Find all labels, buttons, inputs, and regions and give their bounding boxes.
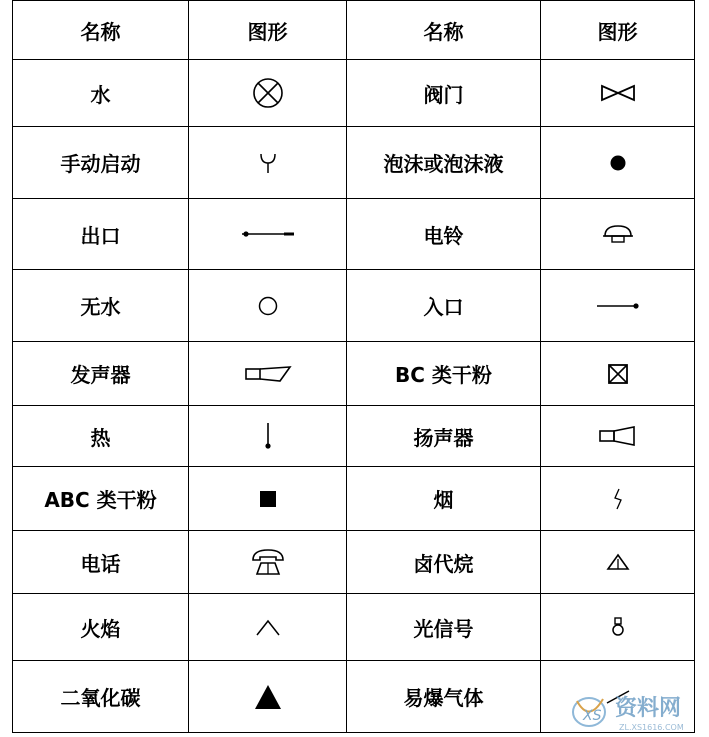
valve-icon: [600, 84, 636, 102]
y-fork-icon: [258, 151, 278, 175]
row-name-explosive-gas: 易爆气体: [347, 661, 541, 733]
symbol-table: [12, 0, 695, 733]
row-name-co2: 二氧化碳: [13, 661, 189, 733]
row-name-light-signal: 光信号: [347, 594, 541, 661]
watermark-logo: [569, 689, 707, 735]
filled-dot-icon: [609, 154, 627, 172]
filled-triangle-icon: [253, 683, 283, 711]
row-name-abc-powder: ABC 类干粉: [13, 467, 189, 531]
header-shape-2: 图形: [541, 1, 695, 60]
telephone-icon: [250, 547, 286, 577]
table-row: [13, 594, 695, 661]
row-name-sounder: 发声器: [13, 342, 189, 406]
table-row: [13, 467, 695, 531]
row-name-speaker: 扬声器: [347, 406, 541, 467]
row-name-smoke: 烟: [347, 467, 541, 531]
header-shape-1: 图形: [189, 1, 347, 60]
speaker-icon: [598, 426, 638, 446]
table-row: [13, 342, 695, 406]
header-row: [13, 1, 695, 60]
table-row: [13, 60, 695, 127]
row-name-no-water: 无水: [13, 270, 189, 342]
row-name-bc-powder: BC 类干粉: [347, 342, 541, 406]
row-name-manual-start: 手动启动: [13, 127, 189, 199]
circle-cross-icon: [251, 76, 285, 110]
table-row: [13, 127, 695, 199]
svg-text:XS: XS: [583, 708, 602, 724]
inlet-line-icon: [595, 301, 641, 311]
thermometer-icon: [263, 421, 273, 451]
table-row: [13, 531, 695, 594]
row-name-bell: 电铃: [347, 199, 541, 270]
square-cross-icon: [607, 363, 629, 385]
row-name-outlet: 出口: [13, 199, 189, 270]
sounder-icon: [244, 365, 292, 383]
caret-up-icon: [254, 617, 282, 637]
row-name-telephone: 电话: [13, 531, 189, 594]
table-row: [13, 199, 695, 270]
row-name-valve: 阀门: [347, 60, 541, 127]
row-name-foam: 泡沫或泡沫液: [347, 127, 541, 199]
row-name-water: 水: [13, 60, 189, 127]
table-row: [13, 406, 695, 467]
row-name-inlet: 入口: [347, 270, 541, 342]
header-name-1: 名称: [13, 1, 189, 60]
watermark-text: 资料网: [615, 696, 682, 721]
light-signal-icon: [610, 616, 626, 638]
row-name-halon: 卤代烷: [347, 531, 541, 594]
outlet-line-icon: [240, 229, 296, 239]
empty-circle-icon: [257, 295, 279, 317]
row-name-flame: 火焰: [13, 594, 189, 661]
triangle-lined-icon: [606, 553, 630, 571]
row-name-heat: 热: [13, 406, 189, 467]
header-name-2: 名称: [347, 1, 541, 60]
filled-square-icon: [258, 489, 278, 509]
bell-icon: [602, 224, 634, 244]
table-row: [13, 270, 695, 342]
smoke-zigzag-icon: [611, 487, 625, 511]
watermark-sub: ZL.XS1616.COM: [619, 723, 684, 732]
